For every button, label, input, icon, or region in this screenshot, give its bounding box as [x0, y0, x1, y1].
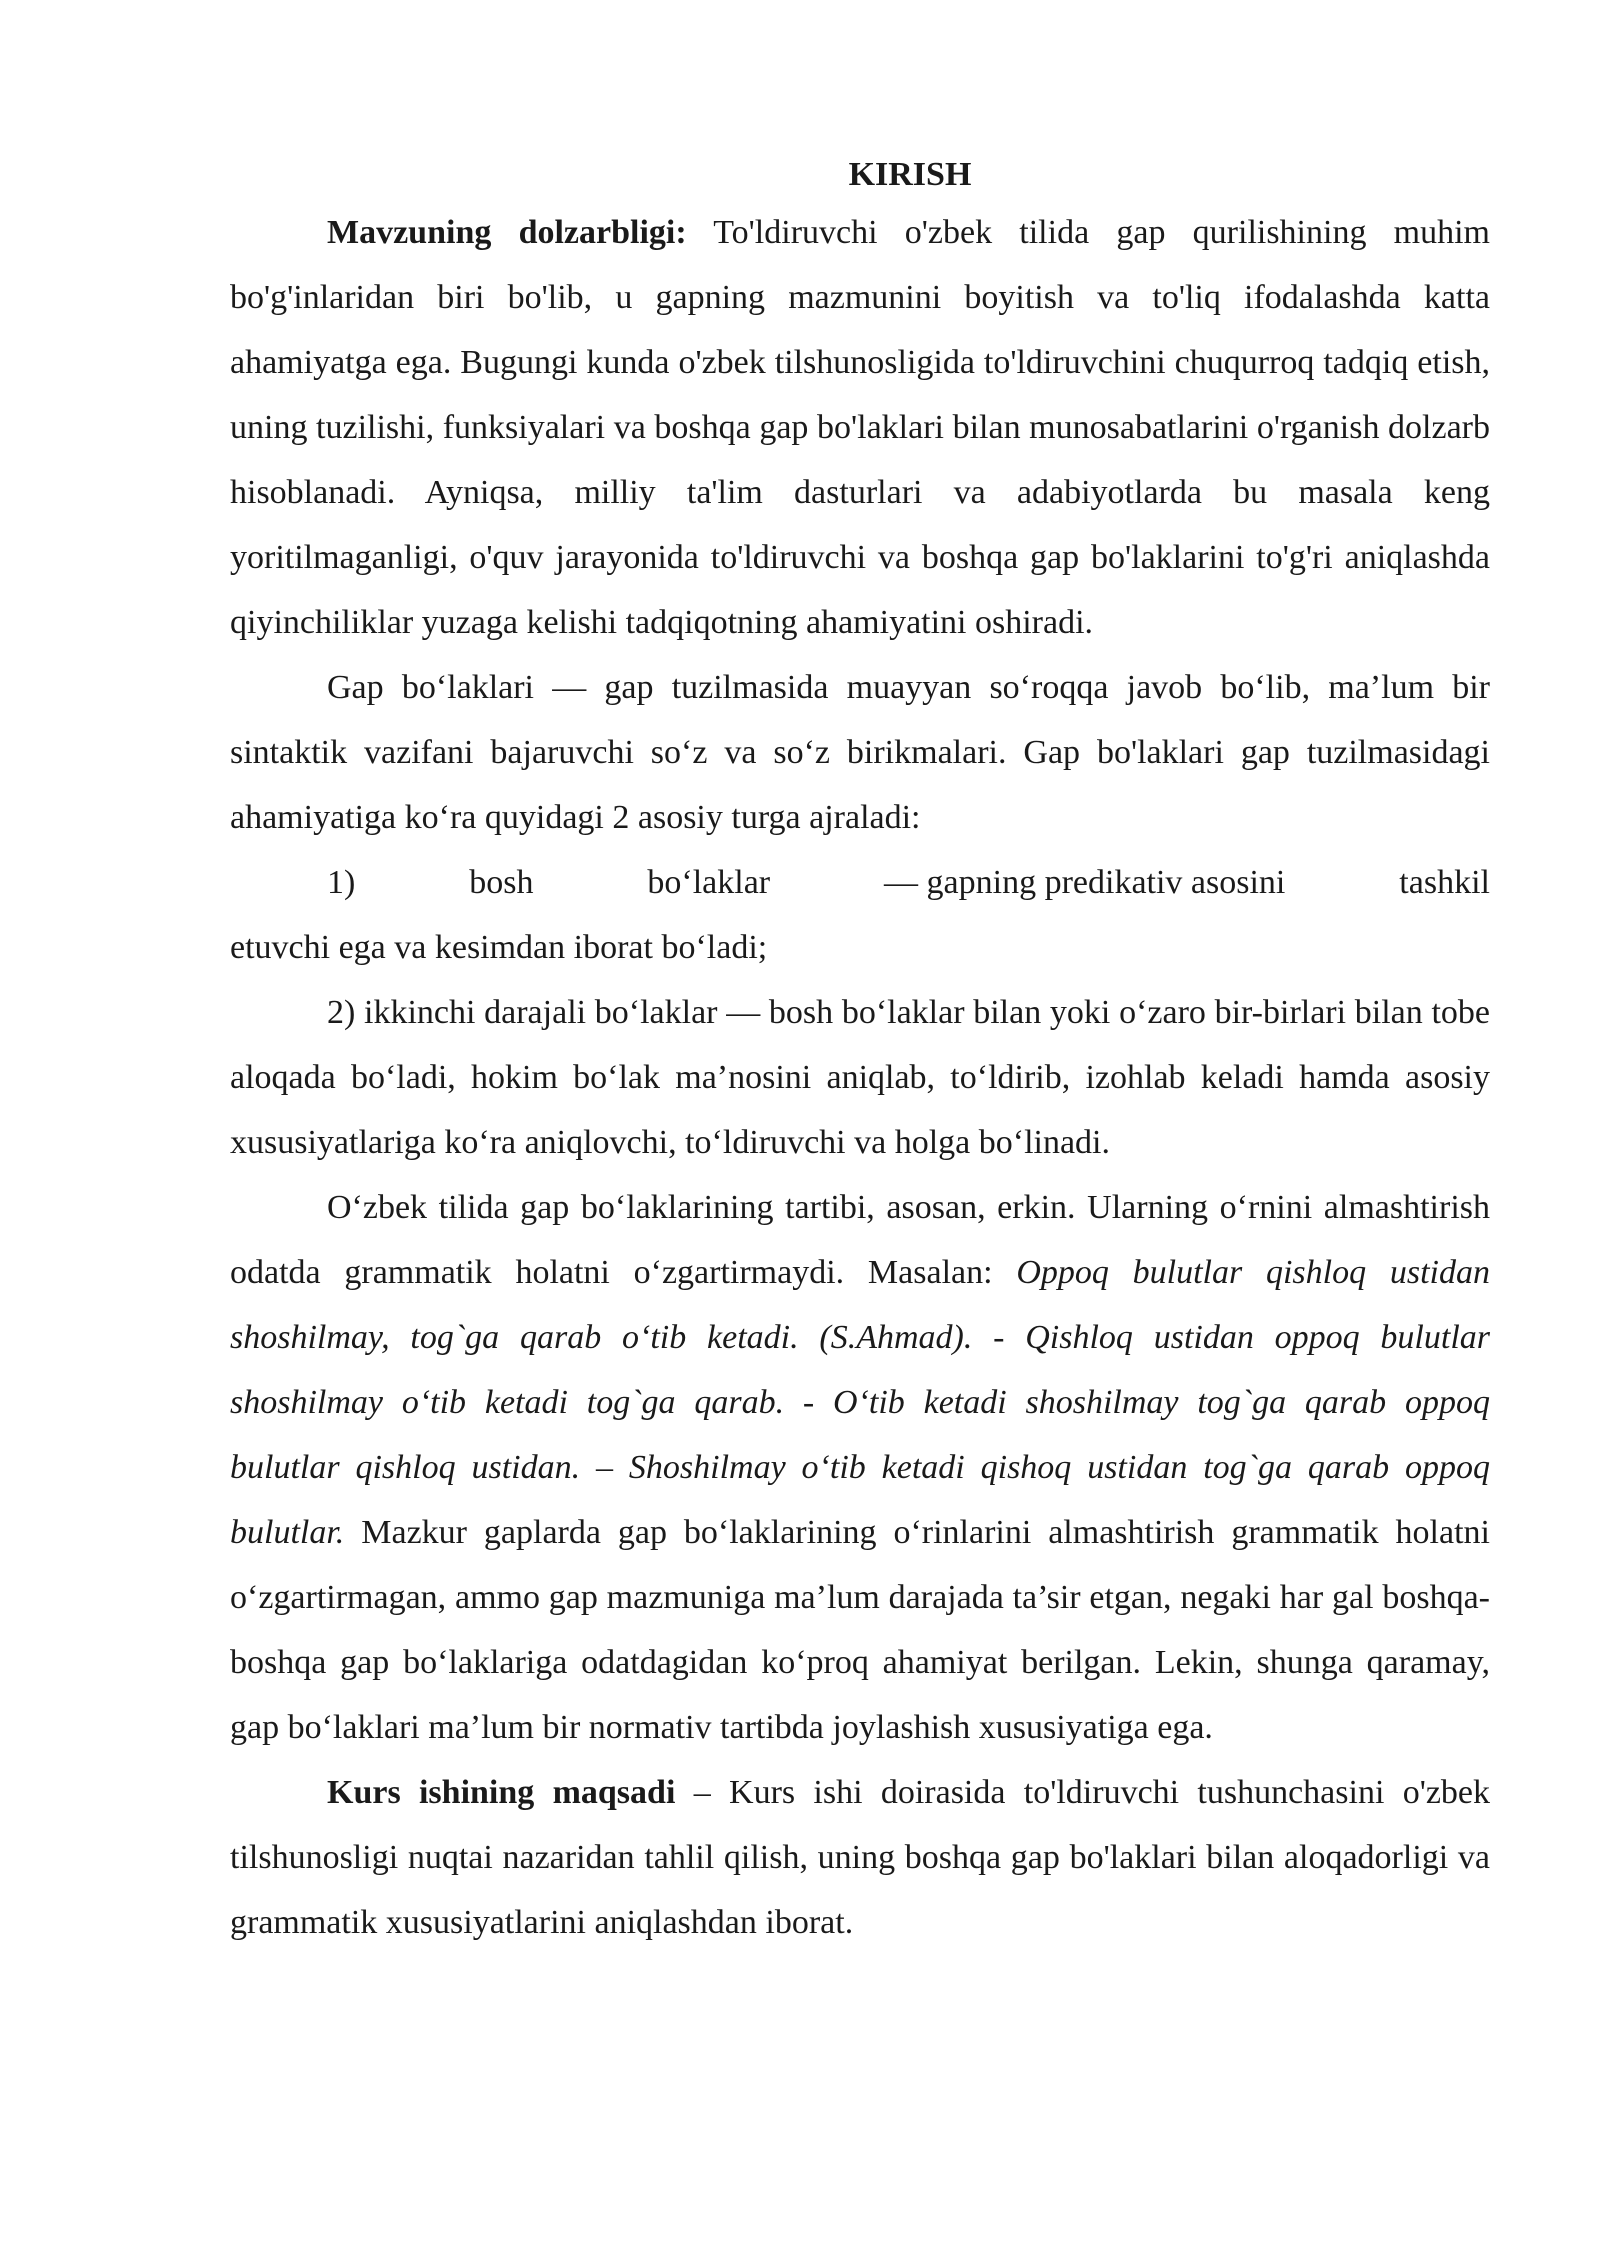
- paragraph-sentence-parts: Gap bo‘laklari — gap tuzilmasida muayyan so‘roqqa javob bo‘lib, ma’lum bir sintaktik vazifani bajaruvchi so‘z va so‘z birikmalari. Gap bo'laklari gap tuzilmasidagi ahamiyatiga ko‘ra quyidagi 2 asosiy turga ajraladi:: [230, 669, 1490, 836]
- relevance-text: To'ldiruvchi o'zbek tilida gap qurilishining muhim bo'g'inlaridan biri bo'lib, u gapning mazmunini boyitish va to'liq ifodalashda katta ahamiyatga ega. Bugungi kunda o'zbek tilshunosligida to'ldiruvchini chuqurroq tadqiq etish, uning tuzilishi, funksiyalari va boshqa gap bo'laklari bilan munosabatlarini o'rganish dolzarb hisoblanadi. Ayniqsa, milliy ta'lim dasturlari va adabiyotlarda bu masala keng yoritilmaganligi, o'quv jarayonida to'ldiruvchi va boshqa gap bo'laklarini to'g'ri aniqlashda qiyinchiliklar yuzaga kelishi tadqiqotning ahamiyatini oshiradi.: [230, 214, 1491, 641]
- paragraph-word-order: [230, 1175, 1490, 1760]
- course-goal-label: Kurs ishining maqsadi: [327, 1774, 676, 1811]
- page-content: [230, 150, 1490, 1955]
- list-item-secondary-parts: 2) ikkinchi darajali bo‘laklar — bosh bo‘laklar bilan yoki o‘zaro bir-birlari bilan tobe aloqada bo‘ladi, hokim bo‘lak ma’nosini aniqlab, to‘ldirib, izohlab keladi hamda asosiy xususiyatlariga ko‘ra aniqlovchi, to‘ldiruvchi va holga bo‘linadi.: [230, 994, 1490, 1161]
- word-order-examples: Oppoq bulutlar qishloq ustidan shoshilmay, tog`ga qarab o‘tib ketadi. (S.Ahmad). - Qishloq ustidan oppoq bulutlar shoshilmay o‘tib ketadi tog`ga qarab. - O‘tib ketadi shoshilmay tog`ga qarab oppoq bulutlar qishloq ustidan. – Shoshilmay o‘tib ketadi qishoq ustidan tog`ga qarab oppoq bulutlar.: [230, 1254, 1490, 1551]
- list-word-definition: — gapning predikativ asosini: [884, 864, 1286, 901]
- paragraph-course-goal: [230, 1760, 1490, 1955]
- list-item-main-parts-rest: etuvchi ega va kesimdan iborat bo‘ladi;: [230, 929, 768, 966]
- list-word-boʻlaklar: bo‘laklar: [647, 864, 771, 901]
- course-goal-text: – Kurs ishi doirasida to'ldiruvchi tushunchasini o'zbek tilshunosligi nuqtai nazaridan tahlil qilish, uning boshqa gap bo'laklari bilan aloqadorligi va grammatik xususiyatlarini aniqlashdan iborat.: [230, 1774, 1490, 1941]
- list-number-1: 1): [327, 864, 356, 901]
- list-item-main-parts-line: [230, 850, 1490, 915]
- list-word-tashkil: tashkil: [1399, 864, 1490, 901]
- relevance-label: Mavzuning dolzarbligi:: [327, 214, 687, 251]
- word-order-conclusion: Mazkur gaplarda gap bo‘laklarining o‘rinlarini almashtirish grammatik holatni o‘zgartirmagan, ammo gap mazmuniga ma’lum darajada ta’sir etgan, negaki har gal boshqa-boshqa gap bo‘laklariga odatdagidan ko‘proq ahamiyat berilgan. Lekin, shunga qaramay, gap bo‘laklari ma’lum bir normativ tartibda joylashish xususiyatiga ega.: [230, 1514, 1490, 1746]
- page-title: KIRISH: [848, 156, 972, 193]
- paragraph-relevance: [230, 200, 1490, 655]
- word-order-intro: O‘zbek tilida gap bo‘laklarining tartibi, asosan, erkin. Ularning o‘rnini almashtirish odatda grammatik holatni o‘zgartirmaydi. Masalan:: [230, 1189, 1490, 1291]
- list-item-main-parts: [230, 850, 1490, 980]
- list-word-bosh: bosh: [469, 864, 534, 901]
